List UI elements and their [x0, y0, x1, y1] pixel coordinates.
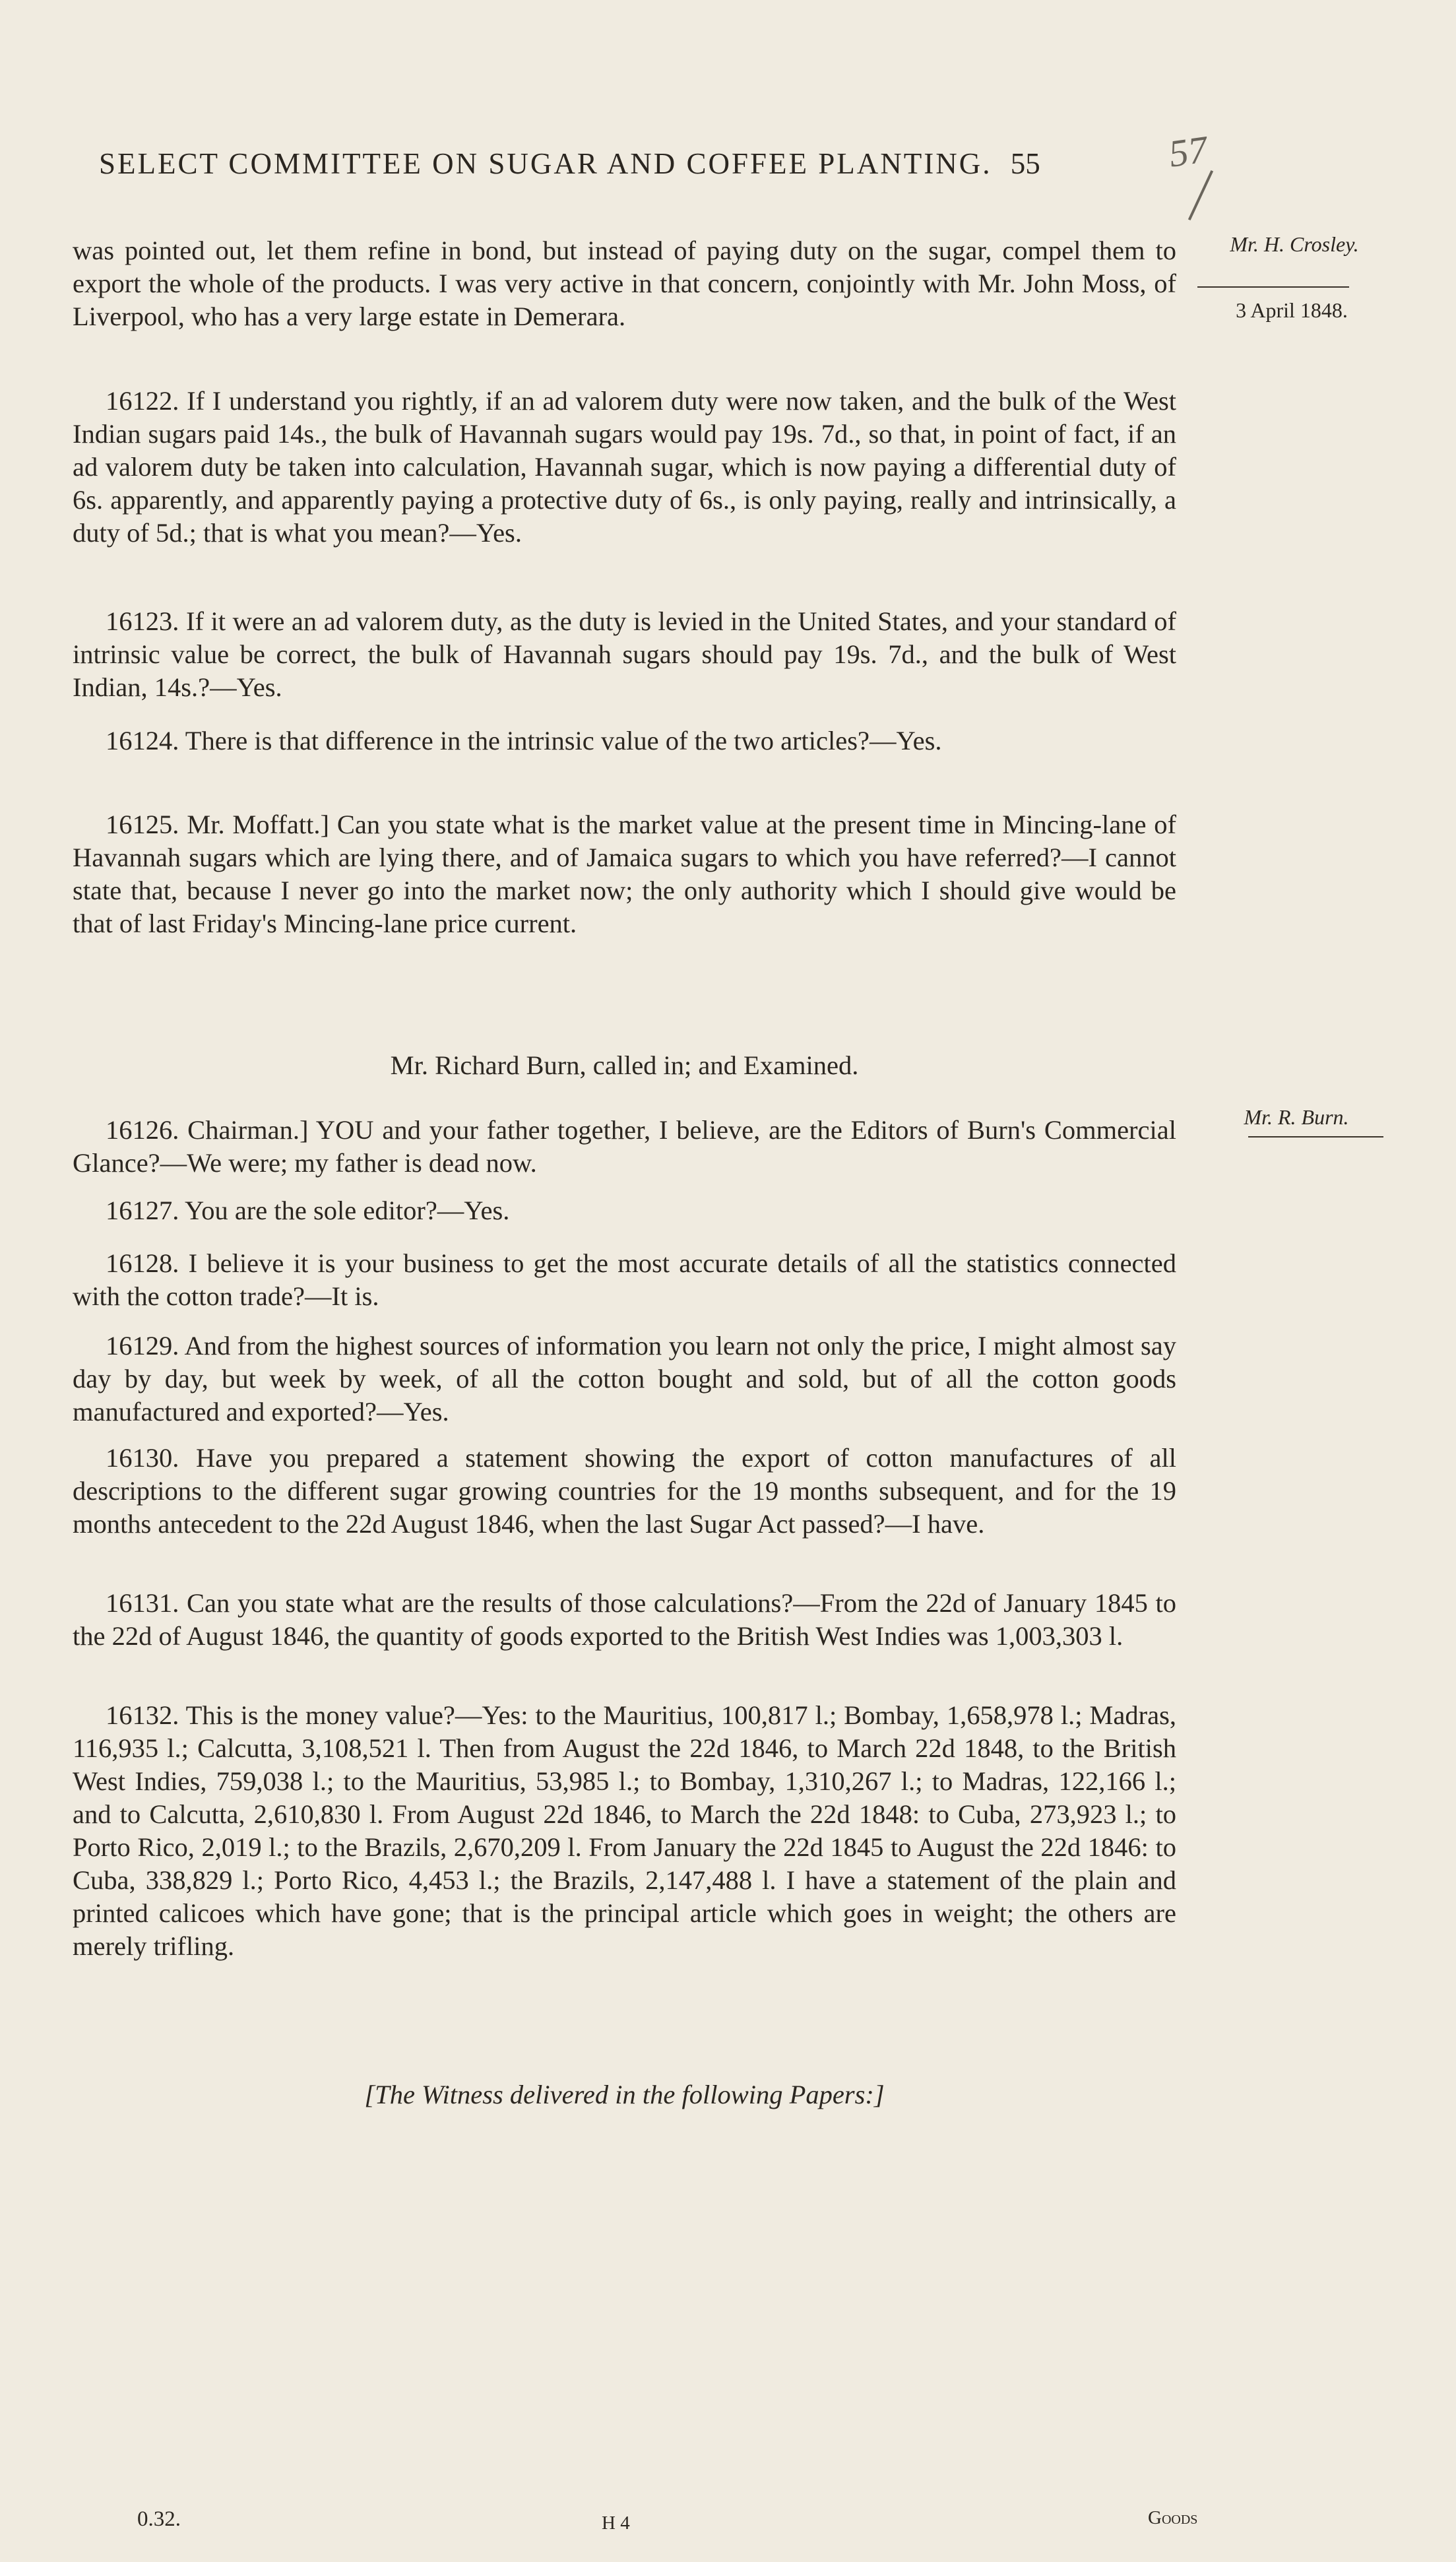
paragraph-16131: 16131. Can you state what are the results of those calculations?—From the 22d of January 1845 to the 22d of August 1846, the quantity of goods exported to the British West Indies was 1,003,303 l. [73, 1588, 1176, 1651]
page-number: 55 [1010, 147, 1040, 180]
paragraph-16125: 16125. Mr. Moffatt.] Can you state what is the market value at the present time in Mincing-lane of Havannah sugars which are lying there, and of Jamaica sugars to which you have referred?—I cannot state that, because I never go into the market now; the only authority which I should give would be that of last Friday's Mincing-lane price current. [73, 810, 1176, 938]
paragraph-16122: 16122. If I understand you rightly, if an ad valorem duty were now taken, and the bulk of the West Indian sugars paid 14s., the bulk of Havannah sugars would pay 19s. 7d., so that, in point of fact, if an ad valorem duty be taken into calculation, Havannah sugar, which is now paying a differential duty of 6s. apparently, and apparently paying a protective duty of 6s., is only paying, really and intrinsically, a duty of 5d.; that is what you mean?—Yes. [73, 386, 1176, 548]
margin-rule [1197, 286, 1349, 288]
paragraph-16129: 16129. And from the highest sources of information you learn not only the price, I might almost say day by day, but week by week, of all the cotton bought and sold, but of all the cotton goods manufactured and exported?—Yes. [73, 1331, 1176, 1426]
handwritten-folio: 57 [1166, 127, 1211, 176]
page-header [99, 146, 1214, 181]
paragraph-16123: 16123. If it were an ad valorem duty, as the duty is levied in the United States, and your standard of intrinsic value be correct, the bulk of Havannah sugars should pay 19s. 7d., and the bulk of West Indian, 14s.?—Yes. [73, 606, 1176, 702]
paragraph-16128: 16128. I believe it is your business to get the most accurate details of all the statistics connected with the cotton trade?—It is. [73, 1248, 1176, 1311]
papers-note: [The Witness delivered in the following Papers:] [364, 2080, 885, 2109]
witness-heading: Mr. Richard Burn, called in; and Examined. [390, 1050, 859, 1080]
paragraph-16130: 16130. Have you prepared a statement showing the export of cotton manufactures of all descriptions to the different sugar growing countries for the 19 months subsequent, and for the 19 months antecedent to the 22d August 1846, when the last Sugar Act passed?—I have. [73, 1443, 1176, 1539]
footer-catchword: Goods [1148, 2507, 1198, 2528]
paragraph-16132: 16132. This is the money value?—Yes: to the Mauritius, 100,817 l.; Bombay, 1,658,978 l.; Madras, 116,935 l.; Calcutta, 3,108,521 l. Then from August the 22d 1846, to March 22d 1848, to the British West Indies, 759,038 l.; to the Mauritius, 53,985 l.; to Bombay, 1,310,267 l.; to Madras, 122,166 l.; and to Calcutta, 2,610,830 l. From August 22d 1846, to March the 22d 1848: to Cuba, 273,923 l.; to Porto Rico, 2,019 l.; to the Brazils, 2,670,209 l. From January the 22d 1845 to August the 22d 1846: to Cuba, 338,829 l.; Porto Rico, 4,453 l.; the Brazils, 2,147,488 l. I have a statement of the plain and printed calicoes which have gone; that is the principal article which goes in weight; the others are merely trifling. [73, 1700, 1176, 1961]
paragraph-16127: 16127. You are the sole editor?—Yes. [106, 1196, 510, 1225]
footer-left: 0.32. [137, 2507, 181, 2531]
paragraph-16126: 16126. Chairman.] YOU and your father together, I believe, are the Editors of Burn's Commercial Glance?—We were; my father is dead now. [73, 1115, 1176, 1178]
margin-witness-burn: Mr. R. Burn. [1244, 1105, 1349, 1129]
paragraph-16124: 16124. There is that difference in the intrinsic value of the two articles?—Yes. [106, 726, 942, 755]
paragraph-continuation: was pointed out, let them refine in bond, but instead of paying duty on the sugar, compel them to export the whole of the products. I was very active in that concern, conjointly with Mr. John Moss, of Liverpool, who has a very large estate in Demerara. [73, 236, 1176, 331]
margin-witness-crosley: Mr. H. Crosley. [1230, 232, 1359, 256]
footer-signature: H 4 [602, 2513, 630, 2534]
margin-date: 3 April 1848. [1236, 298, 1348, 322]
running-title: SELECT COMMITTEE ON SUGAR AND COFFEE PLANTING. [99, 147, 992, 180]
margin-rule [1248, 1136, 1383, 1137]
